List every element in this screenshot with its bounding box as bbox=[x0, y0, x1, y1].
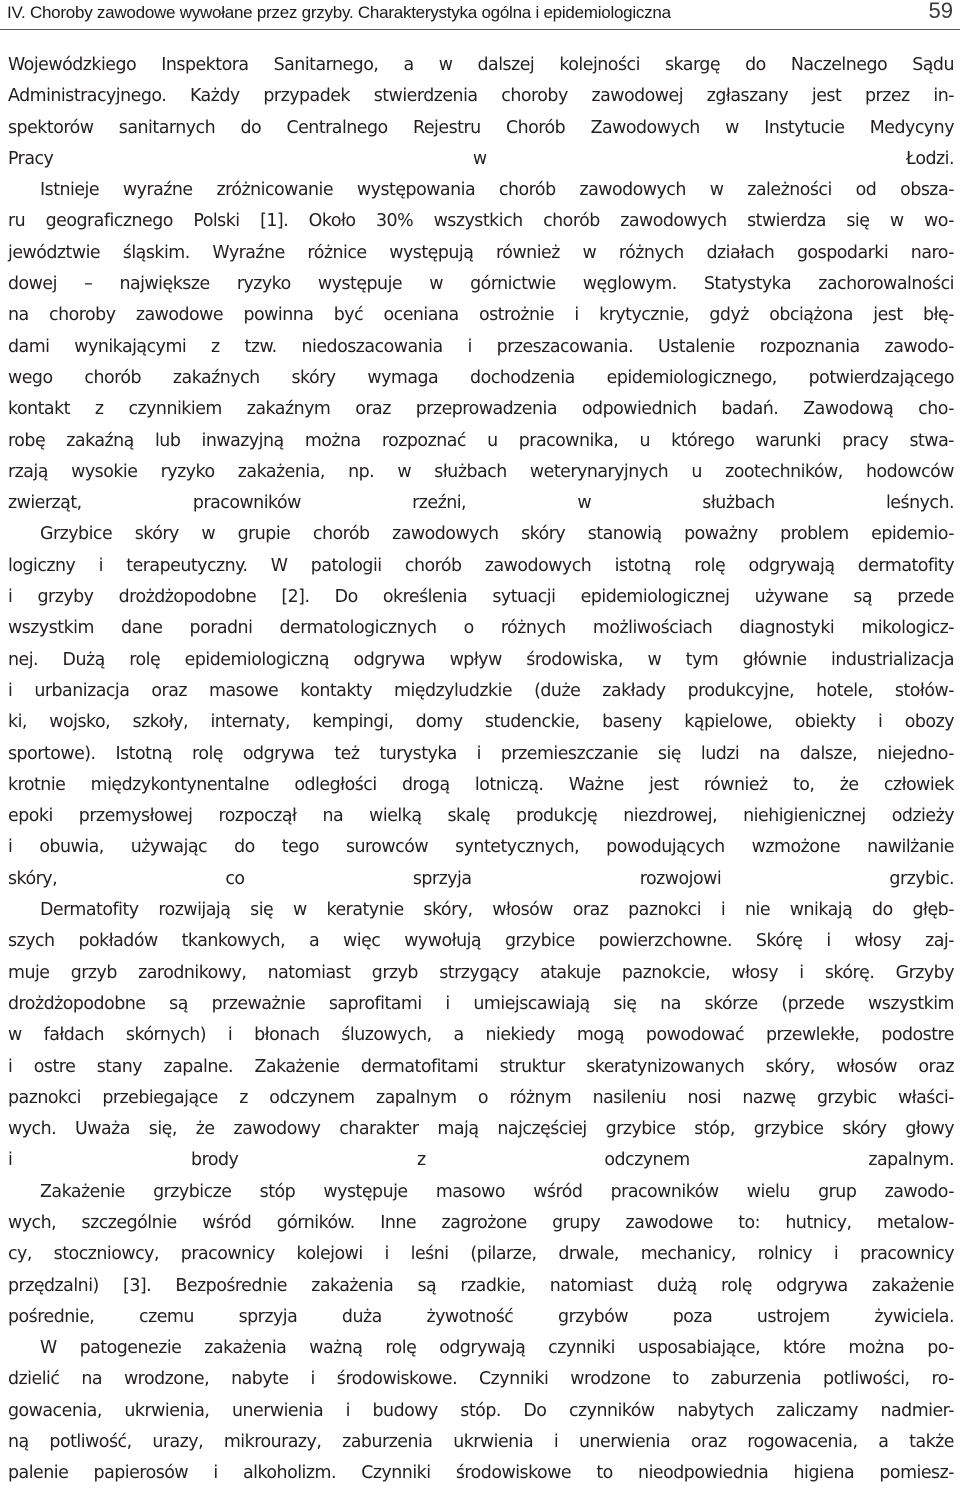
text-line: skóry, co sprzyja rozwojowi grzybic. bbox=[8, 868, 954, 889]
text-line: palenie papierosów i alkoholizm. Czynniki środowiskowe to nieodpowiednia higiena pomiesz- bbox=[8, 1463, 954, 1484]
text-line: wszystkim dane poradni dermatologicznych o różnych możliwościach diagnostyki mikologicz- bbox=[8, 618, 954, 639]
text-line: szych pokładów tkankowych, a więc wywołują grzybice powierzchowne. Skórę i włosy zaj- bbox=[8, 931, 954, 952]
page-number: 59 bbox=[928, 0, 953, 23]
text-line: dowej – największe ryzyko występuje w górnictwie węglowym. Statystyka zachorowalności bbox=[8, 274, 954, 295]
text-line: i ostre stany zapalne. Zakażenie dermatofitami struktur skeratynizowanych skóry, włosów oraz bbox=[8, 1056, 954, 1077]
paragraph bbox=[8, 519, 954, 895]
text-line: epoki przemysłowej rozpoczął na wielką skalę produkcję niezdrowej, niehigienicznej odzieży bbox=[8, 806, 954, 827]
running-header bbox=[7, 0, 953, 26]
paragraph bbox=[8, 895, 954, 1177]
text-line: W patogenezie zakażenia ważną rolę odgrywają czynniki usposabiające, które można po- bbox=[40, 1338, 954, 1359]
text-line: krotnie międzykontynentalne odległości drogą lotniczą. Ważne jest również to, że człowiek bbox=[8, 774, 954, 795]
text-line: i obuwia, używając do tego surowców syntetycznych, powodujących wzmożone nawilżanie bbox=[8, 837, 954, 858]
text-line: gowacenia, ukrwienia, unerwienia i budowy stóp. Do czynników nabytych zaliczamy nadmier- bbox=[8, 1400, 954, 1421]
text-line: ną potliwość, urazy, mikrourazy, zaburzenia ukrwienia i unerwienia oraz rogowacenia, a także bbox=[8, 1432, 954, 1453]
text-line: Administracyjnego. Każdy przypadek stwierdzenia choroby zawodowej zgłaszany jest przez in- bbox=[8, 86, 954, 107]
text-line: wego chorób zakaźnych skóry wymaga dochodzenia epidemiologicznego, potwierdzającego bbox=[8, 367, 954, 388]
text-line: i urbanizacja oraz masowe kontakty międzyludzkie (duże zakłady produkcyjne, hotele, stołów- bbox=[8, 680, 954, 701]
paragraph bbox=[8, 50, 954, 175]
text-line: muje grzyb zarodnikowy, natomiast grzyb strzygący atakuje paznokcie, włosy i skórę. Grzyby bbox=[8, 962, 954, 983]
text-line: pośrednie, czemu sprzyja duża żywotność grzybów poza ustrojem żywiciela. bbox=[8, 1306, 954, 1327]
text-line: rzają wysokie ryzyko zakażenia, np. w służbach weterynaryjnych u zootechników, hodowców bbox=[8, 461, 954, 482]
text-line: sportowe). Istotną rolę odgrywa też turystyka i przemieszczanie się ludzi na dalsze, niejedno- bbox=[8, 743, 954, 764]
paragraph bbox=[8, 1333, 954, 1489]
text-line: Grzybice skóry w grupie chorób zawodowych skóry stanowią poważny problem epidemio- bbox=[40, 524, 954, 545]
text-line: w fałdach skórnych) i błonach śluzowych, a niekiedy mogą powodować przewlekłe, podostre bbox=[8, 1025, 954, 1046]
paragraph bbox=[8, 175, 954, 519]
text-line: i brody z odczynem zapalnym. bbox=[8, 1150, 954, 1171]
text-line: kontakt z czynnikiem zakaźnym oraz przeprowadzenia odpowiednich badań. Zawodową cho- bbox=[8, 399, 954, 420]
text-line: ki, wojsko, szkoły, internaty, kempingi, domy studenckie, baseny kąpielowe, obiekty i obozy bbox=[8, 712, 954, 733]
text-line: spektorów sanitarnych do Centralnego Rejestru Chorób Zawodowych w Instytucie Medycyny bbox=[8, 117, 954, 138]
text-line: zwierząt, pracowników rzeźni, w służbach leśnych. bbox=[8, 493, 954, 514]
text-line: i grzyby drożdżopodobne [2]. Do określenia sytuacji epidemiologicznej używane są przede bbox=[8, 587, 954, 608]
paragraph bbox=[8, 1177, 954, 1333]
text-line: ru geograficznego Polski [1]. Około 30% wszystkich chorób zawodowych stwierdza się w wo- bbox=[8, 211, 954, 232]
text-line: Wojewódzkiego Inspektora Sanitarnego, a w dalszej kolejności skargę do Naczelnego Sądu bbox=[8, 55, 954, 75]
running-title: IV. Choroby zawodowe wywołane przez grzyby. Charakterystyka ogólna i epidemiologiczna bbox=[7, 3, 671, 22]
text-line: dzielić na wrodzone, nabyte i środowiskowe. Czynniki wrodzone to zaburzenia potliwości, ro- bbox=[8, 1369, 954, 1390]
header-rule bbox=[0, 29, 960, 30]
text-line: Istnieje wyraźne zróżnicowanie występowania chorób zawodowych w zależności od obsza- bbox=[40, 180, 954, 201]
text-line: dami wynikającymi z tzw. niedoszacowania i przeszacowania. Ustalenie rozpoznania zawodo- bbox=[8, 336, 954, 357]
text-line: wych, szczególnie wśród górników. Inne zagrożone grupy zawodowe to: hutnicy, metalow- bbox=[8, 1212, 954, 1233]
text-line: drożdżopodobne są przeważnie saprofitami i umiejscawiają się na skórze (przede wszystkim bbox=[8, 993, 954, 1014]
text-line: cy, stoczniowcy, pracownicy kolejowi i leśni (pilarze, drwale, mechanicy, rolnicy i pracownicy bbox=[8, 1244, 954, 1265]
text-line: Zakażenie grzybicze stóp występuje masowo wśród pracowników wielu grup zawodo- bbox=[40, 1181, 954, 1202]
body-text bbox=[8, 50, 954, 1490]
text-line: na choroby zawodowe powinna być oceniana ostrożnie i krytycznie, gdyż obciążona jest błę- bbox=[8, 305, 954, 326]
text-line: nej. Dużą rolę epidemiologiczną odgrywa wpływ środowiska, w tym głównie industrializacja bbox=[8, 649, 954, 670]
text-line: Dermatofity rozwijają się w keratynie skóry, włosów oraz paznokci i nie wnikają do głęb- bbox=[40, 900, 954, 921]
text-line: paznokci przebiegające z odczynem zapalnym o różnym nasileniu nosi nazwę grzybic właści- bbox=[8, 1087, 954, 1108]
text-line: Pracy w Łodzi. bbox=[8, 148, 954, 169]
text-line: jewództwie śląskim. Wyraźne różnice występują również w różnych działach gospodarki naro- bbox=[8, 242, 954, 263]
text-line: przędzalni) [3]. Bezpośrednie zakażenia są rzadkie, natomiast dużą rolę odgrywa zakażenie bbox=[8, 1275, 954, 1296]
text-line: logiczny i terapeutyczny. W patologii chorób zawodowych istotną rolę odgrywają dermatofity bbox=[8, 555, 954, 576]
text-line: robę zakaźną lub inwazyjną można rozpoznać u pracownika, u którego warunki pracy stwa- bbox=[8, 430, 954, 451]
text-line: wych. Uważa się, że zawodowy charakter mają najczęściej grzybice stóp, grzybice skóry głowy bbox=[8, 1119, 954, 1140]
